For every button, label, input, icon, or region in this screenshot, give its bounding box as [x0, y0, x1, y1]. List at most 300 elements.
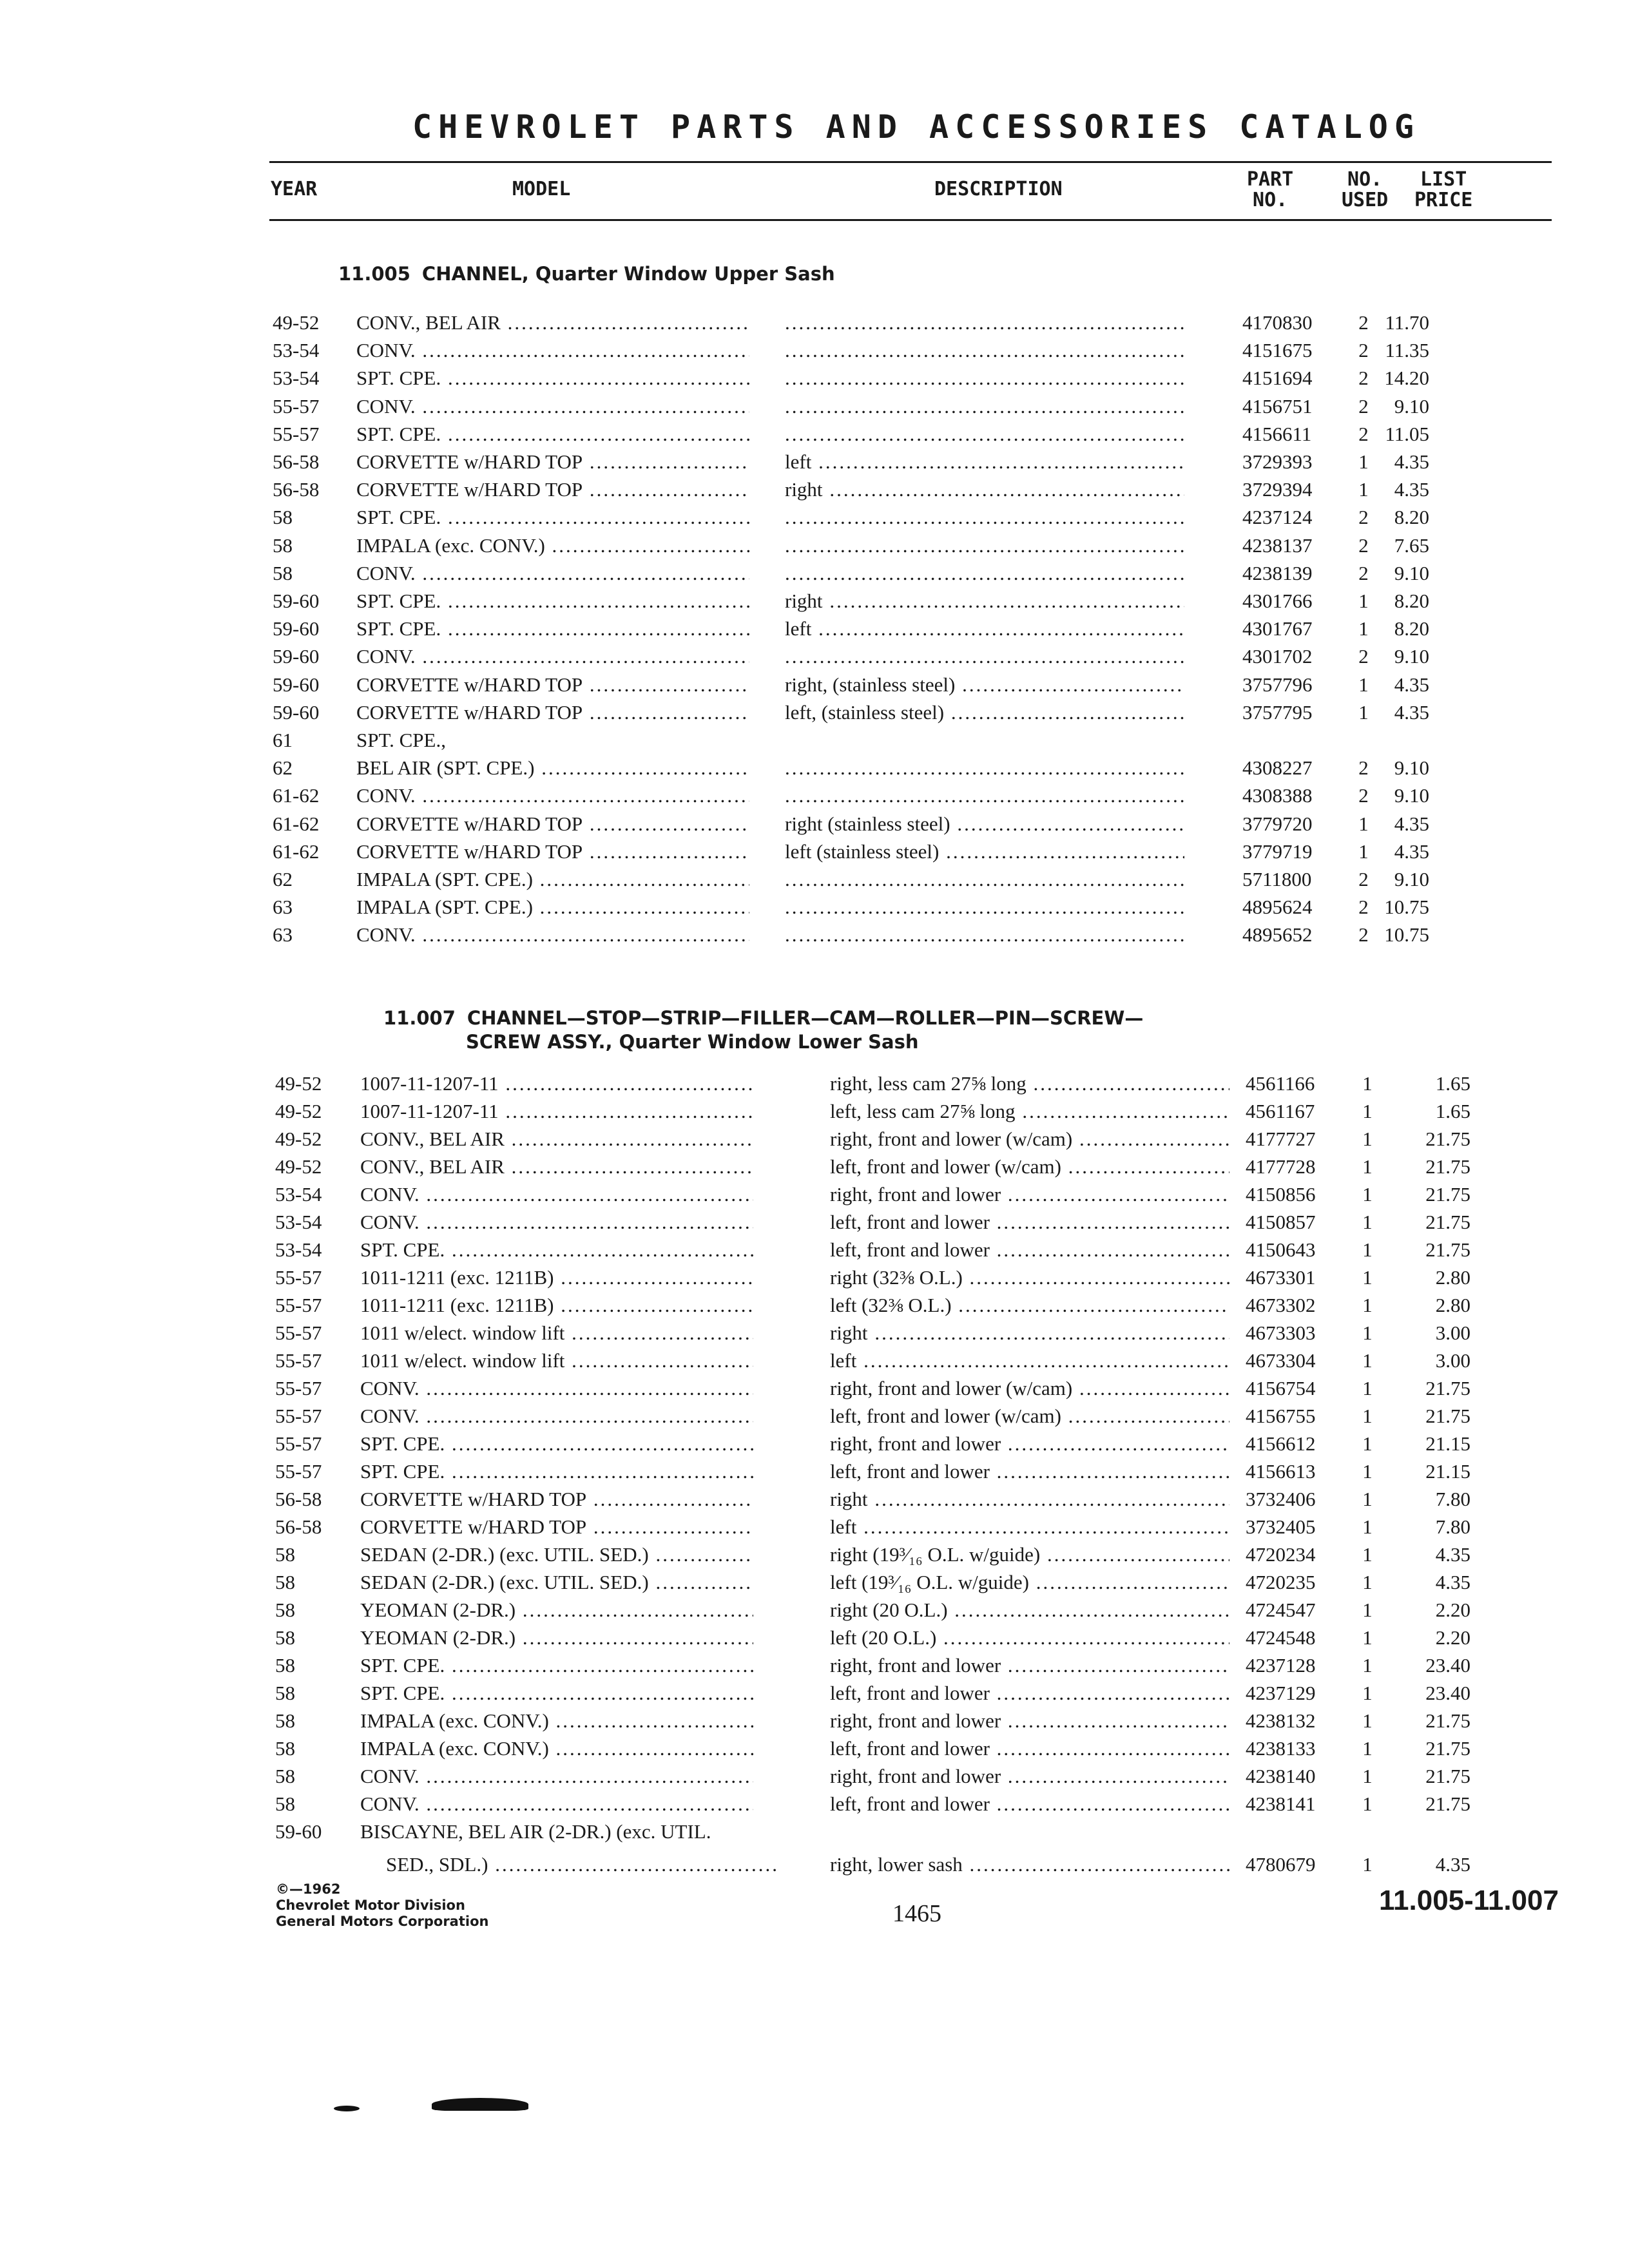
- list-price-cell: 2.80: [1435, 1294, 1470, 1316]
- part-number-cell: 4720235: [1246, 1571, 1316, 1593]
- quantity-used-cell: 1: [1362, 1349, 1373, 1372]
- year-cell: 61-62: [273, 840, 320, 863]
- year-cell: 49-52: [273, 311, 320, 334]
- model-cell: SPT. CPE. .....: [360, 1430, 753, 1457]
- table-row: [0, 392, 1629, 420]
- column-header-year: YEAR: [271, 178, 318, 200]
- year-cell: 62: [273, 868, 293, 890]
- part-number-cell: 4237129: [1246, 1682, 1316, 1704]
- year-cell: 58: [273, 561, 293, 584]
- table-row: [0, 1402, 1629, 1430]
- part-number-cell: 4156611: [1242, 422, 1312, 445]
- part-number-cell: 3757795: [1242, 700, 1313, 724]
- table-row: [0, 1430, 1629, 1457]
- list-price-cell: 7.80: [1435, 1488, 1470, 1510]
- model-cell: CONV. .....: [356, 642, 749, 670]
- description-cell: [785, 782, 1184, 809]
- footer-section-range: 11.005-11.007: [1379, 1885, 1559, 1916]
- year-cell: 58: [275, 1792, 295, 1815]
- table-row: [0, 1374, 1629, 1402]
- quantity-used-cell: 1: [1362, 1405, 1373, 1427]
- quantity-used-cell: 2: [1358, 756, 1369, 780]
- part-number-cell: 4170830: [1242, 311, 1313, 334]
- description-cell: left, less cam 27⅝ long .....: [830, 1097, 1229, 1125]
- description-cell: right, less cam 27⅝ long .....: [830, 1070, 1229, 1097]
- part-number-cell: 4156754: [1246, 1377, 1316, 1399]
- table-row: [0, 1347, 1629, 1374]
- description-cell: left .....: [830, 1513, 1229, 1541]
- year-cell: 56-58: [273, 478, 320, 501]
- quantity-used-cell: 1: [1362, 1737, 1373, 1760]
- description-cell: left (20 O.L.) .....: [830, 1624, 1229, 1651]
- part-number-cell: 4724547: [1246, 1599, 1316, 1621]
- quantity-used-cell: 1: [1362, 1543, 1373, 1566]
- table-row: [0, 1707, 1629, 1735]
- section-number: 11.005: [338, 263, 410, 285]
- footer-copyright: ©—1962 Chevrolet Motor Division General Motors Corporation: [276, 1881, 489, 1929]
- quantity-used-cell: 2: [1358, 533, 1369, 557]
- description-cell: [785, 642, 1184, 670]
- list-price-cell: 21.15: [1425, 1460, 1470, 1483]
- model-cell: IMPALA (SPT. CPE.) .....: [356, 865, 749, 893]
- list-price-cell: 21.75: [1425, 1792, 1470, 1815]
- column-header-list-price: LIST PRICE: [1414, 168, 1473, 211]
- part-number-cell: 4895624: [1242, 896, 1313, 919]
- part-number-cell: 4895652: [1242, 923, 1313, 947]
- model-cell: CONV. .....: [356, 392, 749, 420]
- table-row: [0, 448, 1629, 476]
- year-cell: 55-57: [275, 1405, 322, 1427]
- part-number-cell: 4301702: [1242, 645, 1313, 668]
- quantity-used-cell: 2: [1358, 339, 1369, 362]
- part-number-cell: 3732405: [1246, 1515, 1316, 1538]
- description-cell: left .....: [785, 448, 1184, 476]
- model-cell: CORVETTE w/HARD TOP .....: [356, 476, 749, 503]
- description-cell: right, front and lower (w/cam) .....: [830, 1374, 1229, 1402]
- year-cell: 58: [273, 533, 293, 557]
- model-cell: IMPALA (exc. CONV.) .....: [360, 1707, 753, 1735]
- model-cell: YEOMAN (2-DR.) .....: [360, 1624, 753, 1651]
- year-cell: 53-54: [275, 1211, 322, 1233]
- description-cell: left, front and lower (w/cam) .....: [830, 1402, 1229, 1430]
- list-price-cell: 8.20: [1394, 617, 1429, 640]
- part-number-cell: 4177728: [1246, 1155, 1316, 1178]
- year-cell: 49-52: [275, 1072, 322, 1095]
- model-cell: CORVETTE w/HARD TOP .....: [360, 1485, 753, 1513]
- model-cell: 1011-1211 (exc. 1211B) .....: [360, 1264, 753, 1291]
- model-cell: CONV., BEL AIR .....: [360, 1153, 753, 1180]
- year-cell: 58: [275, 1737, 295, 1760]
- year-cell: 59-60: [273, 590, 320, 612]
- section-heading-11-005: [338, 262, 835, 286]
- year-cell: 55-57: [275, 1266, 322, 1289]
- list-price-cell: 21.75: [1425, 1238, 1470, 1261]
- model-cell: SEDAN (2-DR.) (exc. UTIL. SED.) .....: [360, 1541, 753, 1568]
- year-cell: 58: [275, 1682, 295, 1704]
- list-price-cell: 4.35: [1435, 1571, 1470, 1593]
- model-cell: BEL AIR (SPT. CPE.) .....: [356, 754, 749, 782]
- model-cell: CORVETTE w/HARD TOP .....: [356, 810, 749, 838]
- quantity-used-cell: 1: [1358, 478, 1369, 501]
- table-row: [0, 1070, 1629, 1097]
- model-cell: SPT. CPE. .....: [360, 1679, 753, 1707]
- year-cell: 53-54: [275, 1238, 322, 1261]
- table-row: [0, 726, 1629, 754]
- table-row: [0, 1097, 1629, 1125]
- description-cell: left, front and lower (w/cam) .....: [830, 1153, 1229, 1180]
- year-cell: 61-62: [273, 784, 320, 807]
- ink-smudge: [432, 2098, 528, 2111]
- quantity-used-cell: 1: [1362, 1072, 1373, 1095]
- year-cell: 59-60: [273, 617, 320, 640]
- part-number-cell: 4673302: [1246, 1294, 1316, 1316]
- model-cell: CONV. .....: [360, 1208, 753, 1236]
- section-title: CHANNEL—STOP—STRIP—FILLER—CAM—ROLLER—PIN—SCREW—: [467, 1007, 1144, 1029]
- part-number-cell: 4151675: [1242, 339, 1313, 362]
- table-row: [0, 364, 1629, 392]
- list-price-cell: 9.10: [1394, 645, 1429, 668]
- quantity-used-cell: 1: [1358, 617, 1369, 640]
- column-header-description: DESCRIPTION: [934, 178, 1063, 200]
- description-cell: right .....: [830, 1319, 1229, 1347]
- quantity-used-cell: 1: [1358, 450, 1369, 473]
- list-price-cell: 21.75: [1425, 1128, 1470, 1150]
- ink-smudge: [334, 2106, 360, 2111]
- list-price-cell: 7.65: [1394, 533, 1429, 557]
- description-cell: right, lower sash .....: [830, 1850, 1229, 1878]
- list-price-cell: 21.75: [1425, 1377, 1470, 1399]
- section-title-line2: SCREW ASSY., Quarter Window Lower Sash: [466, 1031, 919, 1053]
- quantity-used-cell: 1: [1362, 1571, 1373, 1593]
- description-cell: left, (stainless steel) .....: [785, 698, 1184, 726]
- part-number-cell: 4156612: [1246, 1432, 1316, 1455]
- table-row: [0, 1790, 1629, 1818]
- table-row: [0, 1850, 1629, 1878]
- year-cell: 59-60: [273, 645, 320, 668]
- quantity-used-cell: 1: [1362, 1432, 1373, 1455]
- model-cell: CONV., BEL AIR .....: [356, 309, 749, 336]
- part-number-cell: 4673304: [1246, 1349, 1316, 1372]
- quantity-used-cell: 2: [1358, 784, 1369, 807]
- list-price-cell: 2.80: [1435, 1266, 1470, 1289]
- quantity-used-cell: 2: [1358, 645, 1369, 668]
- year-cell: 56-58: [275, 1515, 322, 1538]
- list-price-cell: 11.05: [1385, 422, 1429, 445]
- list-price-cell: 21.75: [1425, 1183, 1470, 1206]
- list-price-cell: 21.75: [1425, 1709, 1470, 1732]
- description-cell: [785, 559, 1184, 587]
- table-row: [0, 1180, 1629, 1208]
- column-header-model: MODEL: [512, 178, 571, 200]
- year-cell: 58: [275, 1599, 295, 1621]
- year-cell: 58: [275, 1543, 295, 1566]
- list-price-cell: 4.35: [1394, 840, 1429, 863]
- table-row: [0, 1291, 1629, 1319]
- table-row: [0, 1457, 1629, 1485]
- list-price-cell: 11.70: [1385, 311, 1429, 334]
- list-price-cell: 9.10: [1394, 561, 1429, 584]
- description-cell: [785, 921, 1184, 948]
- part-number-cell: 3729394: [1242, 478, 1313, 501]
- model-cell: SEDAN (2-DR.) (exc. UTIL. SED.) .....: [360, 1568, 753, 1596]
- quantity-used-cell: 1: [1362, 1294, 1373, 1316]
- table-row: [0, 336, 1629, 364]
- part-number-cell: 4238137: [1242, 533, 1313, 557]
- table-row: [0, 503, 1629, 531]
- list-price-cell: 9.10: [1394, 784, 1429, 807]
- description-cell: [785, 392, 1184, 420]
- model-cell: CORVETTE w/HARD TOP .....: [356, 671, 749, 698]
- list-price-cell: 21.75: [1425, 1737, 1470, 1760]
- quantity-used-cell: 1: [1362, 1155, 1373, 1178]
- list-price-cell: 2.20: [1435, 1626, 1470, 1649]
- table-row: [0, 476, 1629, 503]
- part-number-cell: 4238140: [1246, 1765, 1316, 1787]
- quantity-used-cell: 2: [1358, 868, 1369, 890]
- year-cell: 63: [273, 923, 293, 947]
- table-row: [0, 309, 1629, 336]
- description-cell: [785, 865, 1184, 893]
- part-number-cell: 4673303: [1246, 1321, 1316, 1344]
- table-row: [0, 587, 1629, 615]
- part-number-cell: 4237124: [1242, 506, 1313, 529]
- description-cell: right .....: [785, 476, 1184, 503]
- quantity-used-cell: 1: [1362, 1654, 1373, 1677]
- table-row: [0, 838, 1629, 865]
- description-cell: right, front and lower (w/cam) .....: [830, 1125, 1229, 1153]
- list-price-cell: 21.75: [1425, 1405, 1470, 1427]
- list-price-cell: 3.00: [1435, 1349, 1470, 1372]
- quantity-used-cell: 1: [1362, 1128, 1373, 1150]
- model-cell: IMPALA (exc. CONV.) .....: [356, 532, 749, 559]
- table-row: [0, 1596, 1629, 1624]
- quantity-used-cell: 2: [1358, 561, 1369, 584]
- year-cell: 58: [273, 506, 293, 529]
- year-cell: 53-54: [273, 367, 320, 390]
- part-number-cell: 4156613: [1246, 1460, 1316, 1483]
- part-number-cell: 4177727: [1246, 1128, 1316, 1150]
- list-price-cell: 14.20: [1384, 367, 1429, 390]
- quantity-used-cell: 2: [1358, 422, 1369, 445]
- table-row: [0, 1236, 1629, 1264]
- part-number-cell: 4150856: [1246, 1183, 1316, 1206]
- model-cell: CORVETTE w/HARD TOP .....: [356, 448, 749, 476]
- year-cell: 55-57: [275, 1377, 322, 1399]
- part-number-cell: 4301767: [1242, 617, 1313, 640]
- quantity-used-cell: 2: [1358, 923, 1369, 947]
- part-number-cell: 4150857: [1246, 1211, 1316, 1233]
- table-row: [0, 754, 1629, 782]
- year-cell: 55-57: [273, 422, 320, 445]
- list-price-cell: 21.15: [1425, 1432, 1470, 1455]
- list-price-cell: 9.10: [1394, 868, 1429, 890]
- part-number-cell: 4151694: [1242, 367, 1313, 390]
- quantity-used-cell: 1: [1362, 1100, 1373, 1122]
- list-price-cell: 4.35: [1394, 478, 1429, 501]
- table-row: [0, 1568, 1629, 1596]
- table-row: [0, 1319, 1629, 1347]
- description-cell: right .....: [830, 1485, 1229, 1513]
- description-cell: right (20 O.L.) .....: [830, 1596, 1229, 1624]
- table-row: [0, 1541, 1629, 1568]
- description-cell: [785, 420, 1184, 448]
- model-cell: 1011-1211 (exc. 1211B) .....: [360, 1291, 753, 1319]
- table-row: [0, 865, 1629, 893]
- list-price-cell: 9.10: [1394, 394, 1429, 418]
- description-cell: right (stainless steel) .....: [785, 810, 1184, 838]
- year-cell: 63: [273, 896, 293, 919]
- model-cell: CONV. .....: [356, 921, 749, 948]
- year-cell: 58: [275, 1765, 295, 1787]
- model-cell: CONV., BEL AIR .....: [360, 1125, 753, 1153]
- catalog-title: CHEVROLET PARTS AND ACCESSORIES CATALOG: [412, 108, 1420, 146]
- part-number-cell: 4156751: [1242, 394, 1313, 418]
- description-cell: right (32⅜ O.L.) .....: [830, 1264, 1229, 1291]
- description-cell: left, front and lower .....: [830, 1236, 1229, 1264]
- description-cell: right, front and lower .....: [830, 1651, 1229, 1679]
- description-cell: left, front and lower .....: [830, 1208, 1229, 1236]
- model-cell: SPT. CPE. .....: [356, 615, 749, 642]
- part-number-cell: 4561166: [1246, 1072, 1315, 1095]
- model-cell: CONV. .....: [360, 1402, 753, 1430]
- table-row: [0, 1735, 1629, 1762]
- model-cell: SPT. CPE. .....: [356, 587, 749, 615]
- list-price-cell: 3.00: [1435, 1321, 1470, 1344]
- quantity-used-cell: 1: [1362, 1321, 1373, 1344]
- quantity-used-cell: 1: [1362, 1599, 1373, 1621]
- section-heading-11-007: [383, 1006, 1143, 1054]
- quantity-used-cell: 1: [1362, 1488, 1373, 1510]
- quantity-used-cell: 1: [1358, 700, 1369, 724]
- part-number-cell: 4780679: [1246, 1853, 1316, 1876]
- model-cell: IMPALA (exc. CONV.) .....: [360, 1735, 753, 1762]
- part-number-cell: 4308388: [1242, 784, 1313, 807]
- model-cell: CONV. .....: [360, 1374, 753, 1402]
- table-row: [0, 1208, 1629, 1236]
- quantity-used-cell: 1: [1362, 1709, 1373, 1732]
- list-price-cell: 1.65: [1435, 1072, 1470, 1095]
- description-cell: left .....: [785, 615, 1184, 642]
- part-number-cell: 3757796: [1242, 673, 1313, 696]
- quantity-used-cell: 1: [1362, 1183, 1373, 1206]
- model-cell: CONV. .....: [360, 1180, 753, 1208]
- part-number-cell: 4238141: [1246, 1792, 1316, 1815]
- table-row: [0, 1679, 1629, 1707]
- list-price-cell: 4.35: [1435, 1543, 1470, 1566]
- year-cell: 53-54: [275, 1183, 322, 1206]
- model-cell: CONV. .....: [356, 336, 749, 364]
- quantity-used-cell: 2: [1358, 896, 1369, 919]
- list-price-cell: 7.80: [1435, 1515, 1470, 1538]
- part-number-cell: 4238133: [1246, 1737, 1316, 1760]
- part-number-cell: 4561167: [1246, 1100, 1315, 1122]
- quantity-used-cell: 2: [1358, 367, 1369, 390]
- description-cell: [785, 336, 1184, 364]
- model-cell: CORVETTE w/HARD TOP .....: [356, 838, 749, 865]
- quantity-used-cell: 1: [1362, 1238, 1373, 1261]
- quantity-used-cell: 1: [1362, 1682, 1373, 1704]
- list-price-cell: 4.35: [1435, 1853, 1470, 1876]
- table-row: [0, 615, 1629, 642]
- part-number-cell: 3779720: [1242, 812, 1313, 835]
- year-cell: 55-57: [275, 1294, 322, 1316]
- year-cell: 59-60: [273, 673, 320, 696]
- description-cell: right (19³⁄₁₆ O.L. w/guide) .....: [830, 1541, 1229, 1568]
- model-cell: SPT. CPE. .....: [356, 420, 749, 448]
- model-cell: SPT. CPE.,: [356, 729, 446, 751]
- year-cell: 58: [275, 1626, 295, 1649]
- part-number-cell: 4308227: [1242, 756, 1313, 780]
- list-price-cell: 23.40: [1425, 1654, 1470, 1677]
- model-cell: IMPALA (SPT. CPE.) .....: [356, 893, 749, 921]
- model-cell: CONV. .....: [360, 1762, 753, 1790]
- part-number-cell: 3729393: [1242, 450, 1313, 473]
- table-row: [0, 921, 1629, 948]
- description-cell: [785, 893, 1184, 921]
- table-row: [0, 1762, 1629, 1790]
- table-row: [0, 698, 1629, 726]
- part-number-cell: 4238132: [1246, 1709, 1316, 1732]
- model-cell: SPT. CPE. .....: [360, 1651, 753, 1679]
- list-price-cell: 21.75: [1425, 1211, 1470, 1233]
- table-row: [0, 1125, 1629, 1153]
- description-cell: right, front and lower .....: [830, 1707, 1229, 1735]
- year-cell: 58: [275, 1709, 295, 1732]
- part-number-cell: 4237128: [1246, 1654, 1316, 1677]
- quantity-used-cell: 1: [1362, 1211, 1373, 1233]
- header-rule-top: [269, 161, 1552, 163]
- year-cell: 49-52: [275, 1128, 322, 1150]
- quantity-used-cell: 1: [1362, 1515, 1373, 1538]
- model-cell: SPT. CPE. .....: [360, 1236, 753, 1264]
- year-cell: 62: [273, 756, 293, 780]
- description-cell: left, front and lower .....: [830, 1679, 1229, 1707]
- table-row: [0, 1153, 1629, 1180]
- year-cell: 55-57: [275, 1460, 322, 1483]
- description-cell: [785, 309, 1184, 336]
- table-row: [0, 810, 1629, 838]
- list-price-cell: 2.20: [1435, 1599, 1470, 1621]
- quantity-used-cell: 1: [1362, 1266, 1373, 1289]
- quantity-used-cell: 1: [1358, 840, 1369, 863]
- model-cell: SPT. CPE. .....: [356, 503, 749, 531]
- list-price-cell: 10.75: [1384, 923, 1429, 947]
- quantity-used-cell: 2: [1358, 506, 1369, 529]
- part-number-cell: 4156755: [1246, 1405, 1316, 1427]
- table-row: [0, 1624, 1629, 1651]
- table-row: [0, 642, 1629, 670]
- description-cell: [785, 503, 1184, 531]
- table-row: [0, 1513, 1629, 1541]
- model-cell: 1011 w/elect. window lift .....: [360, 1347, 753, 1374]
- list-price-cell: 21.75: [1425, 1155, 1470, 1178]
- model-cell: YEOMAN (2-DR.) .....: [360, 1596, 753, 1624]
- model-cell: CORVETTE w/HARD TOP .....: [360, 1513, 753, 1541]
- table-row: [0, 893, 1629, 921]
- part-number-cell: 4238139: [1242, 561, 1313, 584]
- year-cell: 53-54: [273, 339, 320, 362]
- list-price-cell: 8.20: [1394, 590, 1429, 612]
- quantity-used-cell: 1: [1362, 1377, 1373, 1399]
- list-price-cell: 4.35: [1394, 700, 1429, 724]
- list-price-cell: 21.75: [1425, 1765, 1470, 1787]
- description-cell: [785, 532, 1184, 559]
- quantity-used-cell: 1: [1362, 1792, 1373, 1815]
- footer-page-number: 1465: [892, 1900, 941, 1927]
- year-cell: 55-57: [273, 394, 320, 418]
- year-cell: 55-57: [275, 1349, 322, 1372]
- header-rule-bottom: [269, 219, 1552, 221]
